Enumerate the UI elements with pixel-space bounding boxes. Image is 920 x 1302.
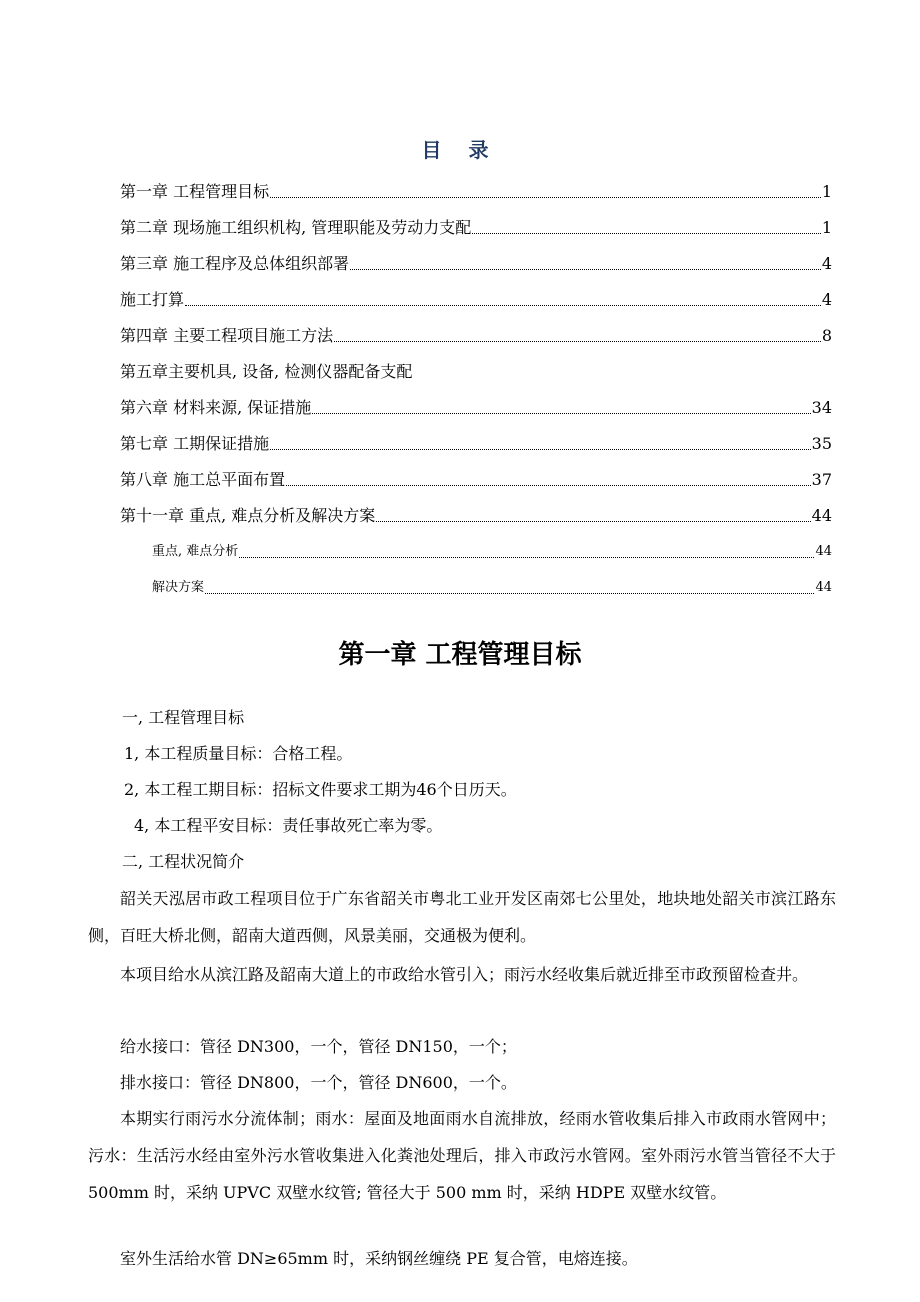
toc-entry-label: 第六章 材料来源, 保证措施 — [120, 398, 312, 417]
chapter-title: 第一章 工程管理目标 — [338, 640, 582, 670]
toc-entry-label: 第四章 主要工程项目施工方法 — [120, 326, 334, 345]
toc-leader-dots — [239, 557, 814, 558]
toc-entry[interactable] — [120, 322, 832, 350]
toc-leader-dots — [286, 485, 811, 486]
section-heading: 一, 工程管理目标 — [122, 708, 245, 727]
toc-leader-dots — [270, 449, 811, 450]
paragraph: 室外生活给水管 DN≥65mm 时，采纳钢丝缠绕 PE 复合管，电熔连接。 — [120, 1249, 638, 1268]
toc-entry-page: 1 — [821, 218, 832, 237]
paragraph: 本期实行雨污水分流体制；雨水：屋面及地面雨水自流排放，经雨水管收集后排入市政雨水管网中；污水：生活污水经由室外污水管收集进入化粪池处理后，排入市政污水管网。室外雨污水管当管径不大于 500mm 时，采纳 UPVC 双壁水纹管; 管径大于 500 mm 时，采纳 HDPE 双壁水纹管。 — [88, 1109, 836, 1202]
toc-entry[interactable] — [120, 286, 832, 314]
toc-entry[interactable] — [120, 466, 832, 494]
toc-entry-label: 第二章 现场施工组织机构, 管理职能及劳动力支配 — [120, 218, 472, 237]
toc-entry-page: 44 — [815, 544, 832, 559]
toc-entry-label: 重点, 难点分析 — [152, 544, 239, 559]
toc-subentry[interactable] — [152, 538, 832, 566]
toc-entry-page: 37 — [811, 470, 832, 489]
toc-entry-label: 第八章 施工总平面布置 — [120, 470, 286, 489]
toc-leader-dots — [312, 413, 810, 414]
toc-leader-dots — [205, 593, 814, 594]
toc-leader-dots — [185, 305, 821, 306]
toc-entry-page: 1 — [821, 182, 832, 201]
list-item: 2, 本工程工期目标：招标文件要求工期为46个日历天。 — [124, 780, 517, 799]
toc-leader-dots — [472, 233, 821, 234]
list-item: 1, 本工程质量目标：合格工程。 — [124, 744, 353, 763]
toc-entry[interactable] — [120, 250, 832, 278]
toc-subentry[interactable] — [152, 574, 832, 602]
toc-entry[interactable] — [120, 214, 832, 242]
toc-entry-label: 解决方案 — [152, 580, 205, 595]
toc-leader-dots — [350, 269, 821, 270]
toc-entry-label: 第三章 施工程序及总体组织部署 — [120, 254, 350, 273]
toc-entry-page: 44 — [815, 580, 832, 595]
paragraph: 韶关天泓居市政工程项目位于广东省韶关市粤北工业开发区南郊七公里处，地块地处韶关市滨江路东侧，百旺大桥北侧，韶南大道西侧，风景美丽，交通极为便利。 — [88, 889, 836, 945]
toc-entry[interactable] — [120, 502, 832, 530]
toc-entry-label: 第十一章 重点, 难点分析及解决方案 — [120, 506, 376, 525]
toc-entry-label: 第一章 工程管理目标 — [120, 182, 270, 201]
paragraph: 本项目给水从滨江路及韶南大道上的市政给水管引入；雨污水经收集后就近排至市政预留检查井。 — [120, 965, 809, 984]
toc-leader-dots — [376, 521, 810, 522]
section-heading: 二, 工程状况简介 — [122, 852, 245, 871]
toc-entry-label: 施工打算 — [120, 290, 185, 309]
toc-entry-label: 第五章主要机具, 设备, 检测仪器配备支配 — [120, 362, 413, 381]
toc-entry-label: 第七章 工期保证措施 — [120, 434, 270, 453]
paragraph: 给水接口：管径 DN300，一个，管径 DN150，一个； — [120, 1037, 517, 1056]
toc-entry[interactable] — [120, 430, 832, 458]
toc-entry[interactable] — [120, 358, 832, 386]
toc-title: 目 录 — [421, 138, 499, 162]
toc-entry-page: 8 — [821, 326, 832, 345]
toc-entry[interactable] — [120, 178, 832, 206]
toc-leader-dots — [270, 197, 821, 198]
toc-leader-dots — [334, 341, 821, 342]
paragraph: 排水接口：管径 DN800，一个，管径 DN600，一个。 — [120, 1073, 517, 1092]
toc-entry-page: 4 — [821, 254, 832, 273]
toc-entry-page: 4 — [821, 290, 832, 309]
toc-entry-page: 44 — [811, 506, 832, 525]
list-item: 4, 本工程平安目标：责任事故死亡率为零。 — [134, 816, 443, 835]
toc-entry[interactable] — [120, 394, 832, 422]
toc-entry-page: 35 — [811, 434, 832, 453]
toc-entry-page: 34 — [811, 398, 832, 417]
